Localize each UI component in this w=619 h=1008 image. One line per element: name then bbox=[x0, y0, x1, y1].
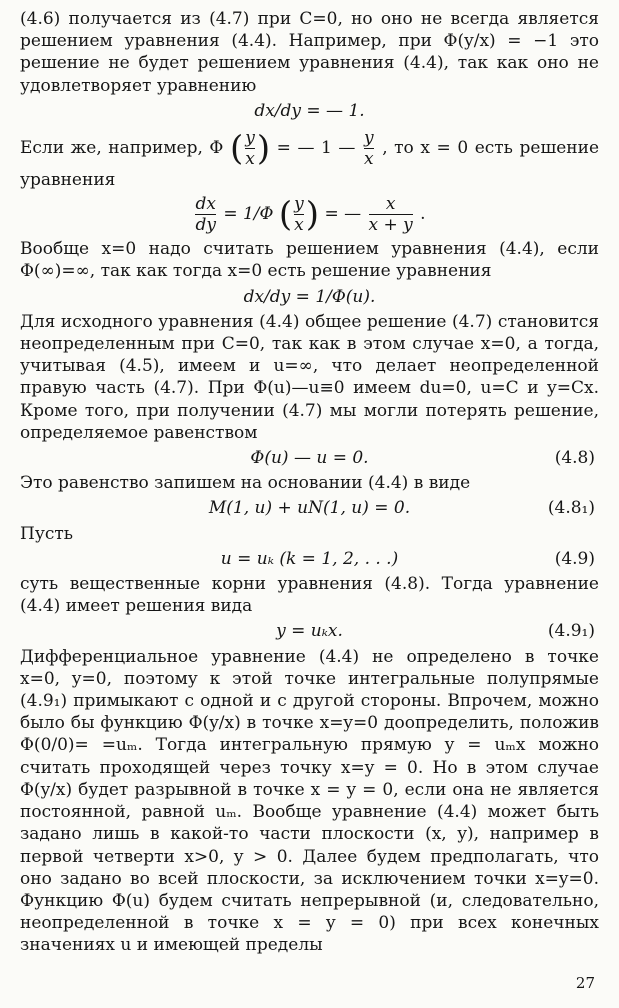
eq2-mid-2: = — bbox=[324, 204, 362, 225]
equation-4-9-number: (4.9) bbox=[554, 548, 595, 569]
equation-4-8-body: Φ(u) — u = 0. bbox=[250, 448, 369, 469]
equation-4-8-1-number: (4.8₁) bbox=[547, 498, 595, 519]
equation-dx-dy-minus-one: dx/dy = — 1. bbox=[254, 100, 365, 121]
frac-num: x bbox=[385, 194, 396, 215]
frac-den: dy bbox=[195, 215, 216, 236]
equation-4-8-number: (4.8) bbox=[554, 448, 595, 469]
paragraph-8: Дифференциальное уравнение (4.4) не определено в точке x=0, y=0, поэтому к этой точке интегральные полупрямые (4.9₁) примыкают с одной и с другой стороны. Впрочем, можно было бы функцию Φ(y/x) в точке x=y=0 доопределить, положив Φ(0/0)= =uₘ. Тогда интегральную прямую y = uₘx можно считать проходящей через точку x=y = 0. Но в этом случае Φ(y/x) будет разрывной в точке x = y = 0, если она не является постоянной, равной uₘ. Вообще уравнение (4.4) может быть задано лишь в какой-то части плоскости (x, y), например в первой четверти x>0, y > 0. Далее будем предполагать, что оно задано во всей плоскости, за исключением точки x=y=0. Функцию Φ(u) будем считать непрерывной (и, следовательно, неопределенной в точке x = y = 0) при всех конечных значениях u и имеющей пределы bbox=[20, 646, 599, 956]
eq2-mid-1: = 1/Φ bbox=[223, 204, 274, 225]
fraction-x-over-x-plus-y bbox=[369, 194, 413, 235]
frac-den: x bbox=[364, 149, 374, 170]
equation-4-8-1-body: M(1, u) + uN(1, u) = 0. bbox=[208, 498, 411, 519]
paragraph-2-mid: = — 1 — bbox=[276, 138, 356, 159]
paragraph-6: Пусть bbox=[20, 523, 74, 544]
paragraph-3: Вообще x=0 надо считать решением уравнения (4.4), если Φ(∞)=∞, так как тогда x=0 есть решение уравнения bbox=[20, 239, 599, 282]
frac-den: x bbox=[245, 149, 255, 170]
fraction-y-over-x-3 bbox=[294, 194, 304, 235]
paragraph-2-lead: Если же, например, Φ bbox=[20, 138, 224, 159]
equation-4-9 bbox=[20, 548, 599, 570]
frac-den: x bbox=[294, 215, 304, 236]
fraction-dx-dy bbox=[195, 194, 216, 235]
equation-4-9-1-number: (4.9₁) bbox=[547, 621, 595, 642]
frac-den: x + y bbox=[368, 215, 413, 236]
frac-num: y bbox=[294, 194, 304, 215]
equation-4-9-1 bbox=[20, 620, 599, 642]
frac-num: y bbox=[245, 128, 255, 149]
equation-4-9-1-body: y = uₖx. bbox=[276, 621, 343, 642]
paragraph-2 bbox=[20, 128, 599, 191]
paragraph-5: Это равенство запишем на основании (4.4) в виде bbox=[20, 473, 471, 494]
equation-dx-dy-fraction bbox=[20, 194, 599, 235]
paren-open: ( bbox=[278, 194, 293, 235]
frac-num: y bbox=[364, 128, 374, 149]
paragraph-2-tail: , то x = 0 есть решение уравнения bbox=[20, 138, 600, 191]
fraction-y-over-x-2 bbox=[364, 128, 374, 169]
paren-open: ( bbox=[229, 128, 244, 169]
paragraph-7: суть вещественные корни уравнения (4.8). Тогда уравнение (4.4) имеет решения вида bbox=[20, 574, 599, 617]
equation-4-9-body: u = uₖ (k = 1, 2, . . .) bbox=[220, 548, 399, 569]
fraction-y-over-x bbox=[245, 128, 255, 169]
equation-4-8 bbox=[20, 447, 599, 469]
paren-close: ) bbox=[256, 128, 271, 169]
paragraph-1: (4.6) получается из (4.7) при C=0, но оно не всегда является решением уравнения (4.4). Например, при Φ(y/x) = −1 это решение не будет решением уравнения (4.4), так как оно не удовлетворяет уравнению bbox=[20, 9, 599, 96]
equation-dx-dy-inverse-phi: dx/dy = 1/Φ(u). bbox=[243, 286, 376, 307]
frac-num: dx bbox=[195, 194, 216, 215]
eq2-end: . bbox=[420, 204, 426, 225]
equation-4-8-1 bbox=[20, 497, 599, 519]
paren-close: ) bbox=[305, 194, 320, 235]
paragraph-4: Для исходного уравнения (4.4) общее решение (4.7) становится неопределенным при C=0, так как в этом случае x=0, а тогда, учитывая (4.5), имеем и u=∞, что делает неопределенной правую часть (4.7). При Φ(u)—u≡0 имеем du=0, u=C и y=Cx. Кроме того, при получении (4.7) мы могли потерять решение, определяемое равенством bbox=[20, 311, 599, 443]
page-number: 27 bbox=[575, 973, 595, 992]
